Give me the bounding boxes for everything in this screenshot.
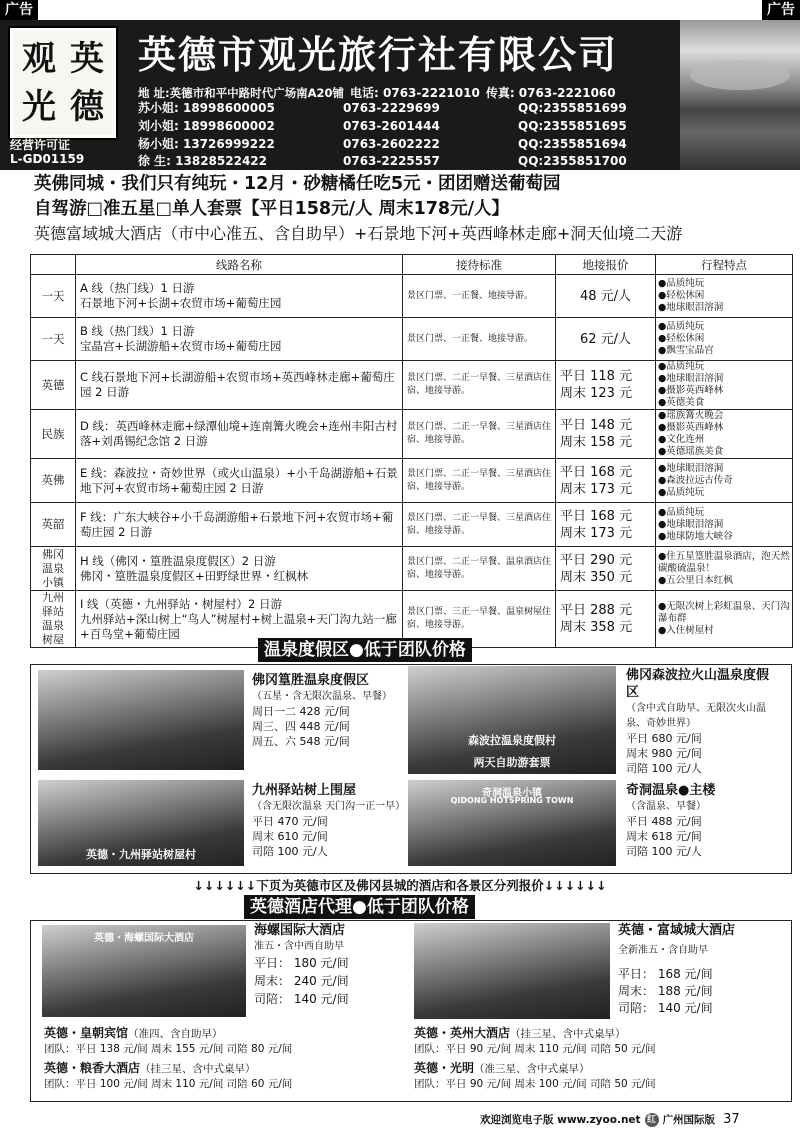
hotspring-item — [252, 672, 402, 749]
route-name: D 线：英西峰林走廊+绿潭仙境+连南篝火晚会+连州丰阳古村落+刘禹锡纪念馆 2 日游 — [76, 410, 403, 459]
photo-caption: 两天自助游套票 — [473, 756, 551, 769]
item-sub: （含无限次温泉 天门沟一正一早） — [252, 801, 406, 812]
hotspring-photo-jiuzhou — [38, 780, 244, 866]
route-standard: 景区门票、二正一早餐、三星酒店住宿、地接导游。 — [403, 410, 556, 459]
ad-label-left: 广告 — [0, 0, 38, 20]
item-price: 平日 470 元/间 — [252, 815, 328, 828]
route-name: C 线石景地下河+长湖游船+农贸市场+英西峰林走廊+葡萄庄园 2 日游 — [76, 361, 403, 410]
route-region: 民族 — [31, 410, 76, 459]
col-header: 线路名称 — [76, 255, 403, 275]
item-sub: （含中式自助早、无限次火山温泉、奇妙世界） — [626, 703, 766, 729]
hotel-rates: 团队：平日 100 元/间 周末 110 元/间 司陪 60 元/间 — [44, 1078, 293, 1090]
table-row — [31, 459, 793, 503]
item-price: 周末 980 元/间 — [626, 747, 702, 760]
route-features: ●瑶族篝火晚会 ●摄影英西峰林 ●文化连州 ●英德瑶族美食 — [656, 410, 793, 459]
hotel-section-title: 英德酒店代理●低于团队价格 — [244, 895, 475, 919]
hotel-price: 司陪： 140 元/间 — [254, 992, 349, 1006]
item-sub: （含温泉、早餐） — [626, 801, 706, 812]
hotspring-item — [252, 782, 406, 859]
route-features: ●品质纯玩 ●轻松休闲 ●地球眼泪溶洞 — [656, 275, 793, 318]
route-standard: 景区门票、二正一早餐、三星酒店住宿、地接导游。 — [403, 503, 556, 547]
item-price: 周日一二 428 元/间 — [252, 705, 350, 718]
license-label: 经营许可证 — [10, 138, 71, 152]
hotel-sub: 全新准五・含自助早 — [618, 945, 708, 956]
logo-char: 英 — [70, 39, 104, 79]
contact-qq: QQ:2355851695 — [518, 119, 627, 133]
item-name: 佛冈篁胜温泉度假区 — [252, 673, 370, 688]
promo-headline: 英佛同城・我们只有纯玩・12月・砂糖橘任吃5元・团团赠送葡萄园 — [34, 174, 561, 194]
route-standard: 景区门票、三正一早餐、温泉树屋住宿、地接导游。 — [403, 591, 556, 648]
hotel-note: （挂三星、含中式桌早） — [140, 1063, 256, 1075]
table-row — [31, 318, 793, 361]
hotel-note: （挂三星、含中式桌早） — [510, 1028, 626, 1040]
route-standard: 景区门票、二正一早餐、三星酒店住宿、地接导游。 — [403, 459, 556, 503]
route-region: 一天 — [31, 318, 76, 361]
item-price: 周五、六 548 元/间 — [252, 735, 350, 748]
city-photo — [680, 20, 800, 170]
route-name: B 线（热门线）1 日游 宝晶宫+长湖游船+农贸市场+葡萄庄园 — [76, 318, 403, 361]
table-row — [31, 547, 793, 591]
contact-tel: 0763-2601444 — [343, 119, 440, 133]
contact-qq: QQ:2355851699 — [518, 101, 627, 115]
photo-caption: 英德・九州驿站树屋村 — [86, 848, 196, 861]
table-header-row — [31, 255, 793, 275]
hotel-row — [44, 1024, 223, 1041]
hotspring-section-title: 温泉度假区●低于团队价格 — [258, 638, 472, 662]
hotspring-photo-qidong — [408, 780, 616, 866]
route-features: ●品质纯玩 ●地球眼泪溶洞 ●地球防地大峡谷 — [656, 503, 793, 547]
hotel-name: 英德・皇朝宾馆 — [44, 1026, 129, 1040]
item-price: 司陪 100 元/人 — [626, 762, 702, 775]
photo-caption: QIDONG HOTSPRING TOWN — [450, 796, 574, 805]
route-price: 平日 148 元 周末 158 元 — [556, 410, 656, 459]
hotel-item — [254, 922, 349, 1008]
company-logo — [10, 28, 116, 138]
hotel-price: 周末： 240 元/间 — [254, 974, 349, 988]
hotel-sub: 准五・含中西自助早 — [254, 941, 344, 952]
route-price: 48 元/人 — [556, 275, 656, 318]
route-price: 平日 290 元 周末 350 元 — [556, 547, 656, 591]
page-footer — [480, 1112, 740, 1127]
contact-name: 徐 生: 13828522422 — [138, 154, 268, 168]
item-price: 周末 610 元/间 — [252, 830, 328, 843]
photo-caption: 奇洞温泉小镇 — [482, 788, 542, 799]
route-region: 佛冈温泉小镇 — [31, 547, 76, 591]
col-header: 地接报价 — [556, 255, 656, 275]
route-name: A 线（热门线）1 日游 石景地下河+长湖+农贸市场+葡萄庄园 — [76, 275, 403, 318]
hotel-rates: 团队：平日 138 元/间 周末 155 元/间 司陪 80 元/间 — [44, 1043, 293, 1055]
contact-name: 刘小姐: 18998600002 — [138, 119, 275, 133]
license-info — [10, 138, 84, 166]
company-name: 英德市观光旅行社有限公司 — [138, 32, 619, 77]
company-header — [0, 20, 800, 170]
item-price: 司陪 100 元/人 — [252, 845, 328, 858]
logo-char: 德 — [70, 87, 104, 127]
hotel-name: 英德・英州大酒店 — [414, 1026, 511, 1040]
route-name: I 线（英德・九州驿站・树屋村）2 日游 九州驿站+深山树上“鸟人”树屋村+树上温泉+天门沟九站一廊+百鸟堂+葡萄庄园 — [76, 591, 403, 648]
route-price: 62 元/人 — [556, 318, 656, 361]
hotel-price: 司陪： 140 元/间 — [618, 1001, 713, 1015]
route-features: ●无限次树上彩虹温泉、天门沟瀑布群 ●入住树屋村 — [656, 591, 793, 648]
promo-detail: 英德富域城大酒店（市中心准五、含自助早）+石景地下河+英西峰林走廊+洞天仙境二天游 — [34, 224, 683, 243]
phone-text: 电话: 0763-2221010 — [350, 86, 480, 100]
route-price: 平日 168 元 周末 173 元 — [556, 503, 656, 547]
hotel-row — [414, 1024, 626, 1041]
hotel-name: 海螺国际大酒店 — [254, 923, 346, 938]
brand-icon: 红 — [645, 1113, 659, 1127]
next-page-notice: ↓↓↓↓↓↓下页为英德市区及佛冈县城的酒店和各景区分列报价↓↓↓↓↓↓ — [193, 878, 607, 893]
contact-name: 杨小姐: 13726999222 — [138, 137, 275, 151]
item-sub: （五星・含无限次温泉、早餐） — [252, 691, 392, 702]
route-name: F 线：广东大峡谷+小千岛湖游船+石景地下河+农贸市场+葡萄庄园 2 日游 — [76, 503, 403, 547]
hotel-price: 周末： 188 元/间 — [618, 984, 713, 998]
hotel-price: 平日： 180 元/间 — [254, 956, 349, 970]
hotel-name: 英德・光明 — [414, 1061, 475, 1075]
route-features: ●住五星篁胜温泉酒店，泡天然碳酸硫温泉！ ●五公里日本红枫 — [656, 547, 793, 591]
contact-tel: 0763-2602222 — [343, 137, 440, 151]
route-name: E 线：森波拉・奇妙世界（或火山温泉）+小千岛湖游船+石景地下河+农贸市场+葡萄庄园 2 日游 — [76, 459, 403, 503]
contact-tel: 0763-2225557 — [343, 154, 440, 168]
fax-text: 传真: 0763-2221060 — [485, 86, 616, 100]
route-standard: 景区门票、二正一早餐、三星酒店住宿、地接导游。 — [403, 361, 556, 410]
item-name: 奇洞温泉●主楼 — [626, 783, 716, 798]
item-name: 佛冈森波拉火山温泉度假区 — [626, 668, 770, 700]
hotel-row — [44, 1059, 256, 1076]
hotel-photo-fuyucheng — [414, 923, 610, 1019]
col-header — [31, 255, 76, 275]
hotel-price: 平日： 168 元/间 — [618, 967, 713, 981]
route-features: ●品质纯玩 ●地球眼泪溶洞 ●摄影英西峰林 ●英德美食 — [656, 361, 793, 410]
routes-table — [30, 254, 793, 648]
route-standard: 景区门票、二正一早餐、温泉酒店住宿、地接导游。 — [403, 547, 556, 591]
table-row — [31, 361, 793, 410]
contact-qq: QQ:2355851700 — [518, 154, 627, 168]
item-price: 周末 618 元/间 — [626, 830, 702, 843]
hotspring-photo-huangsheng — [38, 670, 244, 770]
footer-brand: 广州国际版 — [662, 1114, 716, 1126]
hotel-row — [414, 1059, 590, 1076]
item-price: 平日 488 元/间 — [626, 815, 702, 828]
hotspring-item — [626, 782, 715, 859]
company-address — [138, 84, 616, 101]
route-region: 英德 — [31, 361, 76, 410]
hotel-rates: 团队：平日 90 元/间 周末 100 元/间 司陪 50 元/间 — [414, 1078, 656, 1090]
page-number: 37 — [723, 1112, 740, 1127]
promo-block — [34, 172, 794, 245]
hotel-item — [618, 922, 735, 1017]
item-name: 九州驿站树上围屋 — [252, 783, 357, 798]
route-price: 平日 168 元 周末 173 元 — [556, 459, 656, 503]
route-features: ●品质纯玩 ●轻松休闲 ●飘雪宝晶宫 — [656, 318, 793, 361]
hotel-name: 英德・粮香大酒店 — [44, 1061, 141, 1075]
route-standard: 景区门票、一正餐、地接导游。 — [403, 318, 556, 361]
table-row — [31, 503, 793, 547]
table-row — [31, 275, 793, 318]
route-price: 平日 118 元 周末 123 元 — [556, 361, 656, 410]
hotel-rates: 团队：平日 90 元/间 周末 110 元/间 司陪 50 元/间 — [414, 1043, 656, 1055]
hotel-note: （准四、含自助早） — [128, 1028, 223, 1040]
license-number: L-GD01159 — [10, 152, 85, 166]
col-header: 接待标准 — [403, 255, 556, 275]
route-standard: 景区门票、一正餐、地接导游。 — [403, 275, 556, 318]
hotel-note: （准三星、含中式桌早） — [474, 1063, 590, 1075]
hotspring-item — [626, 667, 776, 776]
route-region: 九州驿站温泉树屋 — [31, 591, 76, 648]
route-region: 英韶 — [31, 503, 76, 547]
route-features: ●地球眼泪溶洞 ●森波拉远古传奇 ●品质纯玩 — [656, 459, 793, 503]
route-price: 平日 288 元 周末 358 元 — [556, 591, 656, 648]
hotspring-photo-senbola — [408, 666, 616, 774]
photo-caption: 森波拉温泉度假村 — [468, 734, 556, 747]
logo-char: 观 — [22, 39, 56, 79]
logo-char: 光 — [22, 87, 56, 127]
photo-caption: 英德・海螺国际大酒店 — [94, 933, 194, 944]
ad-label-right: 广告 — [762, 0, 800, 20]
contact-qq: QQ:2355851694 — [518, 137, 627, 151]
route-region: 英佛 — [31, 459, 76, 503]
promo-package: 自驾游□准五星□单人套票【平日158元/人 周末178元/人】 — [34, 199, 510, 219]
item-price: 司陪 100 元/人 — [626, 845, 702, 858]
item-price: 平日 680 元/间 — [626, 732, 702, 745]
hotel-name: 英德・富域城大酒店 — [618, 923, 736, 938]
hotel-photo-hailuo — [42, 925, 246, 1017]
route-name: H 线（佛冈・篁胜温泉度假区）2 日游 佛冈・篁胜温泉度假区+田野绿世界・红枫林 — [76, 547, 403, 591]
address-text: 地 址:英德市和平中路时代广场南A20铺 — [138, 86, 345, 100]
table-row — [31, 410, 793, 459]
col-header: 行程特点 — [656, 255, 793, 275]
item-price: 周三、四 448 元/间 — [252, 720, 350, 733]
route-region: 一天 — [31, 275, 76, 318]
contact-tel: 0763-2229699 — [343, 101, 440, 115]
footer-site: 欢迎浏览电子版 www.zyoo.net — [480, 1114, 641, 1126]
contact-name: 苏小姐: 18998600005 — [138, 101, 275, 115]
